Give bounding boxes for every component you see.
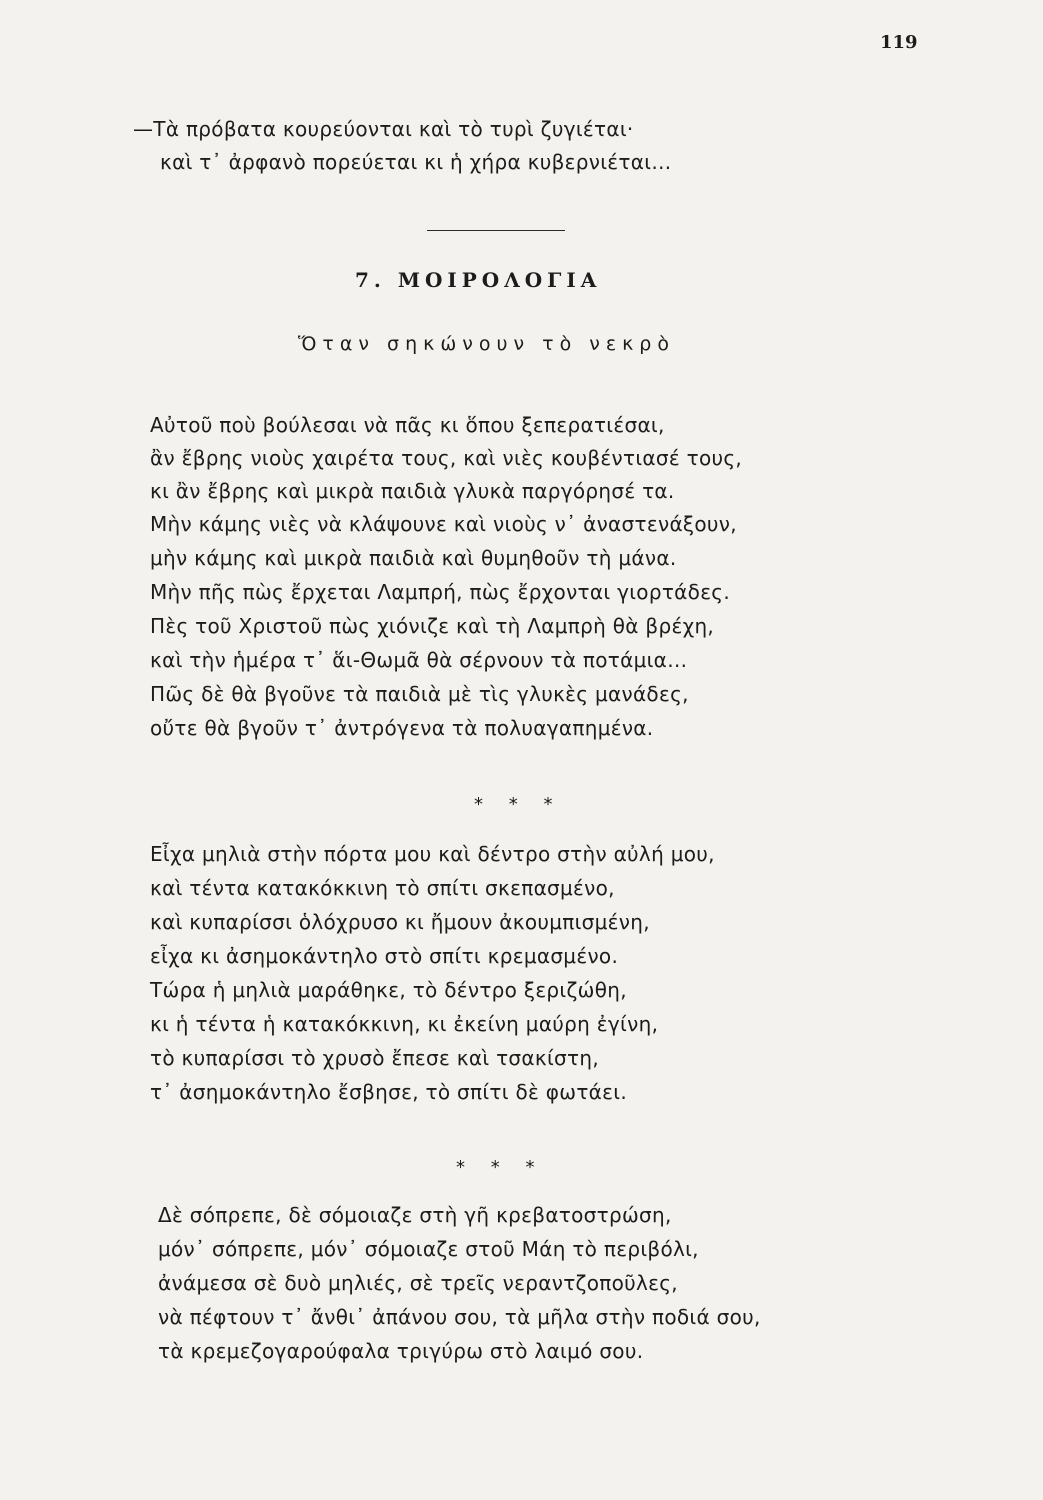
verse-line: κι ἡ τέντα ἡ κατακόκκινη, κι ἐκείνη μαύρη ἐγίνη,: [150, 1012, 659, 1036]
page-number: 119: [880, 32, 918, 53]
verse-line: —Τὰ πρόβατα κουρεύονται καὶ τὸ τυρὶ ζυγιέται·: [133, 117, 634, 141]
verse-line: Εἶχα μηλιὰ στὴν πόρτα μου καὶ δέντρο στὴν αὐλή μου,: [150, 842, 715, 866]
verse-line: μόν᾿ σόπρεπε, μόν᾿ σόμοιαζε στοῦ Μάη τὸ περιβόλι,: [158, 1237, 699, 1261]
verse-line: Μὴν κάμης νιὲς νὰ κλάψουνε καὶ νιοὺς ν᾿ ἀναστενάξουν,: [150, 512, 737, 536]
section-heading: 7. ΜΟΙΡΟΛΟΓΙΑ: [355, 268, 602, 292]
verse-line: Πῶς δὲ θὰ βγοῦνε τὰ παιδιὰ μὲ τὶς γλυκὲς μανάδες,: [150, 682, 689, 706]
verse-line: Πὲς τοῦ Χριστοῦ πὼς χιόνιζε καὶ τὴ Λαμπρὴ θὰ βρέχη,: [150, 614, 715, 638]
verse-line: τὰ κρεμεζογαρούφαλα τριγύρω στὸ λαιμό σου.: [158, 1339, 644, 1363]
verse-line: μὴν κάμης καὶ μικρὰ παιδιὰ καὶ θυμηθοῦν τὴ μάνα.: [150, 546, 677, 570]
verse-line: οὔτε θὰ βγοῦν τ᾿ ἀντρόγενα τὰ πολυαγαπημένα.: [150, 716, 654, 740]
verse-line: εἶχα κι ἀσημοκάντηλο στὸ σπίτι κρεμασμένο.: [150, 944, 619, 968]
verse-line: ἂν ἔβρης νιοὺς χαιρέτα τους, καὶ νιὲς κουβέντιασέ τους,: [150, 446, 743, 470]
stanza-separator: * * *: [474, 794, 563, 815]
verse-line: ἀνάμεσα σὲ δυὸ μηλιές, σὲ τρεῖς νεραντζοποῦλες,: [158, 1271, 678, 1295]
verse-line: Δὲ σόπρεπε, δὲ σόμοιαζε στὴ γῆ κρεβατοστρώση,: [158, 1203, 672, 1227]
verse-line: Τώρα ἡ μηλιὰ μαράθηκε, τὸ δέντρο ξεριζώθη,: [150, 978, 627, 1002]
verse-line: καὶ τέντα κατακόκκινη τὸ σπίτι σκεπασμένο,: [150, 876, 615, 900]
verse-line: κι ἂν ἔβρης καὶ μικρὰ παιδιὰ γλυκὰ παργόρησέ τα.: [150, 479, 675, 503]
verse-line: καὶ κυπαρίσσι ὁλόχρυσο κι ἤμουν ἀκουμπισμένη,: [150, 910, 650, 934]
verse-line: νὰ πέφτουν τ᾿ ἄνθι᾿ ἀπάνου σου, τὰ μῆλα στὴν ποδιά σου,: [158, 1305, 761, 1329]
verse-line: τ᾿ ἀσημοκάντηλο ἔσβησε, τὸ σπίτι δὲ φωτάει.: [150, 1080, 628, 1104]
verse-line: Αὐτοῦ ποὺ βούλεσαι νὰ πᾶς κι ὅπου ξεπερατιέσαι,: [150, 413, 665, 437]
verse-line: καὶ τὴν ἡμέρα τ᾿ ἅι-Θωμᾶ θὰ σέρνουν τὰ ποτάμια…: [150, 648, 688, 672]
verse-line: καὶ τ᾿ ἀρφανὸ πορεύεται κι ἡ χήρα κυβερνιέται…: [160, 150, 672, 174]
verse-line: τὸ κυπαρίσσι τὸ χρυσὸ ἔπεσε καὶ τσακίστη,: [150, 1046, 599, 1070]
section-divider: [427, 230, 565, 231]
section-subheading: Ὅταν σηκώνουν τὸ νεκρὸ: [298, 333, 675, 355]
stanza-separator: * * *: [456, 1157, 545, 1178]
verse-line: Μὴν πῆς πὼς ἔρχεται Λαμπρή, πὼς ἔρχονται γιορτάδες.: [150, 580, 730, 604]
